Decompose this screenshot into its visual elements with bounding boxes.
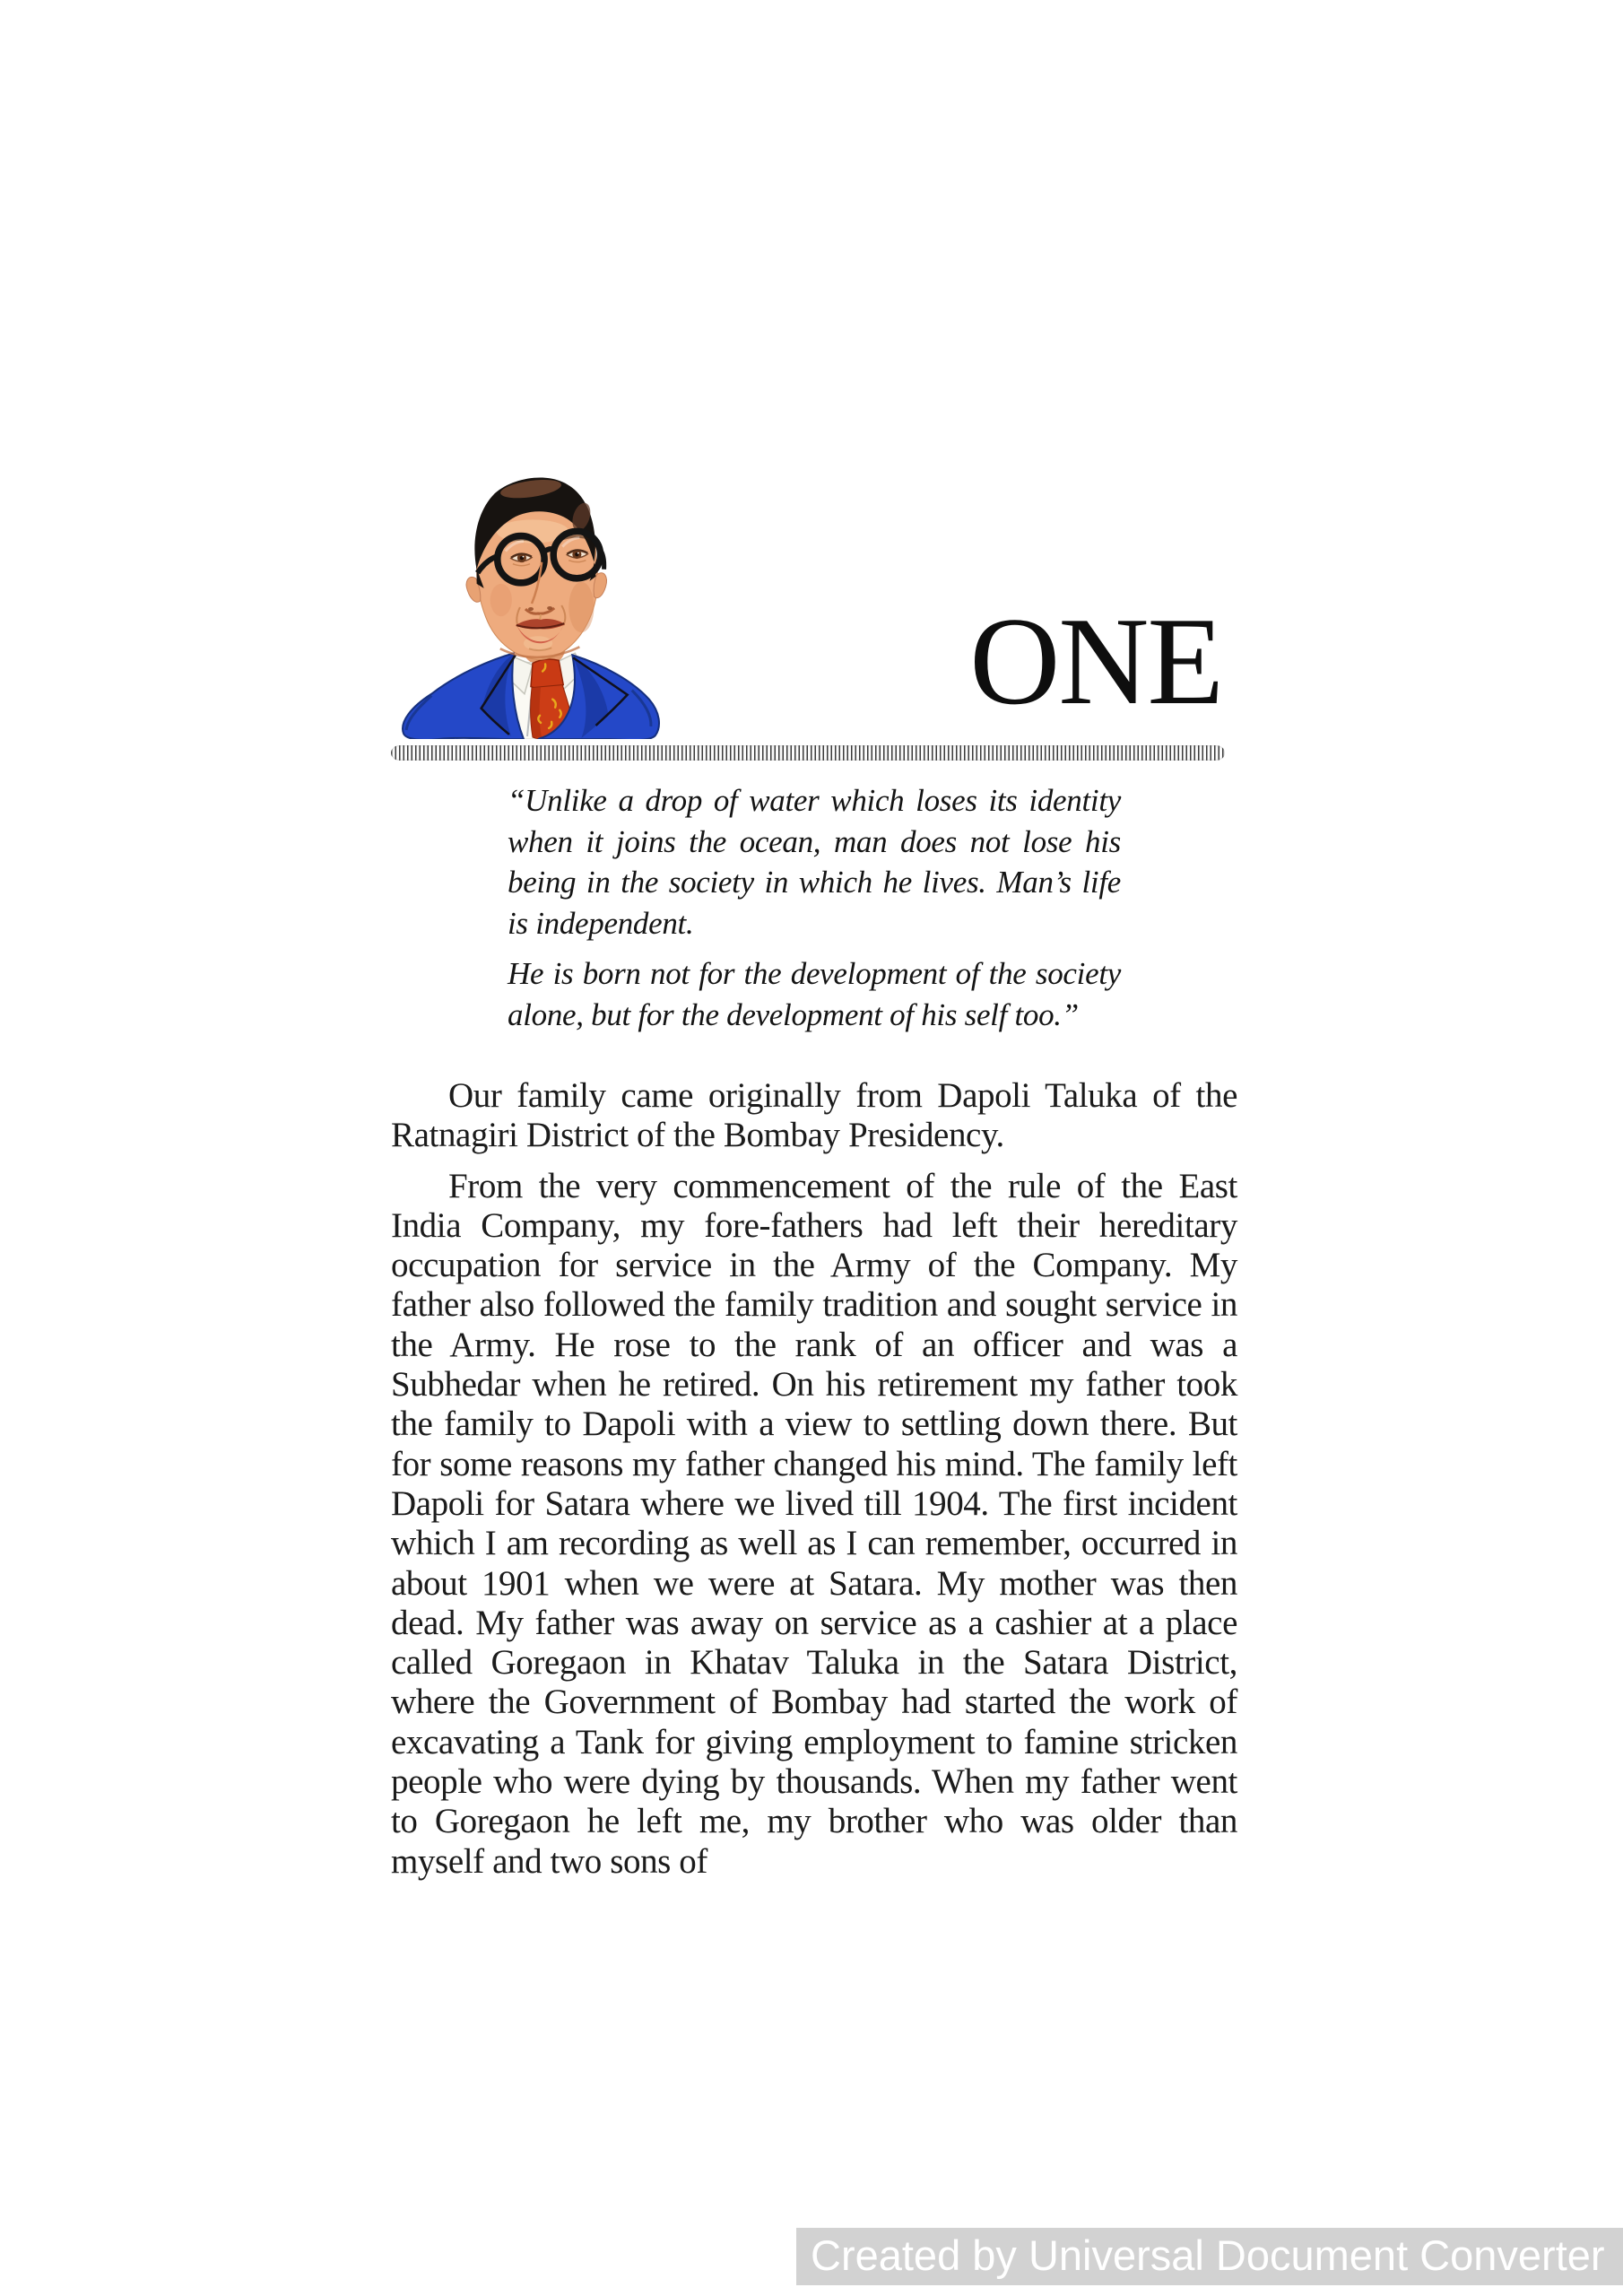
epigraph-paragraph-2: He is born not for the development of the society alone, but for the development of his self too.” — [508, 956, 1121, 1032]
watermark-text: Created by Universal Document Converter — [811, 2231, 1605, 2279]
ambedkar-portrait-illustration — [395, 472, 664, 739]
body-text — [391, 1076, 1237, 1882]
chapter-heading: ONE — [969, 592, 1222, 731]
body-paragraph-1: Our family came originally from Dapoli Taluka of the Ratnagiri District of the Bombay Presidency. — [391, 1076, 1237, 1155]
watermark-bar — [796, 2228, 1623, 2285]
epigraph-quote — [508, 780, 1121, 1035]
ambedkar-portrait — [395, 472, 664, 739]
chapter-divider-rule — [391, 745, 1225, 761]
epigraph-paragraph-1: “Unlike a drop of water which loses its identity when it joins the ocean, man does not lose his being in the society in which he lives. Man’s life is independent. — [508, 783, 1121, 941]
body-paragraph-2: From the very commencement of the rule of the East India Company, my fore-fathers had left their hereditary occupation for service in the Army of the Company. My father also followed the family tradition and sought service in the Army. He rose to the rank of an officer and was a Subhedar when he retired. On his retirement my father took the family to Dapoli with a view to settling down there. But for some reasons my father changed his mind. The family left Dapoli for Satara where we lived till 1904. The first incident which I am recording as well as I can remember, occurred in about 1901 when we were at Satara. My mother was then dead. My father was away on service as a cashier at a place called Goregaon in Khatav Taluka in the Satara District, where the Government of Bombay had started the work of excavating a Tank for giving employment to famine stricken people who were dying by thousands. When my father went to Goregaon he left me, my brother who was older than myself and two sons of — [391, 1166, 1237, 1881]
